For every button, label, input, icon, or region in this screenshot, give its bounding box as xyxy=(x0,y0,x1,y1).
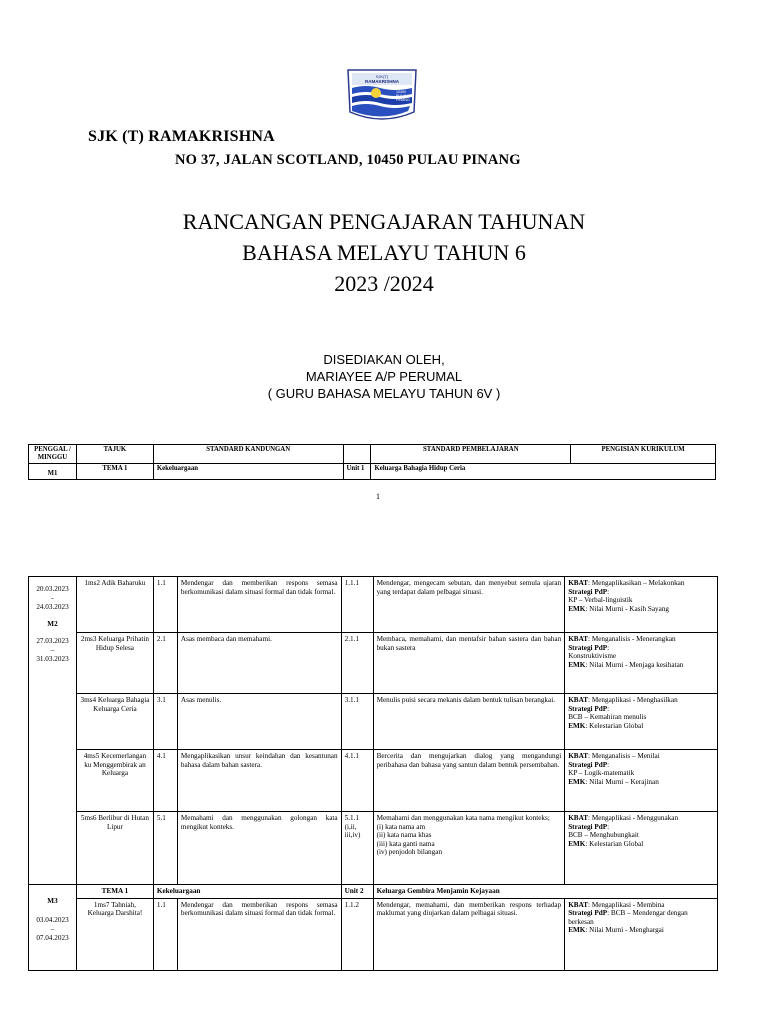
sk-cell: Asas membaca dan memahami. xyxy=(177,633,341,694)
pk-value: : Nilai Murni - Kasih Sayang xyxy=(585,604,670,613)
pk-value: : Nilai Murni - Menghargai xyxy=(585,926,664,935)
pk-value: : Mengaplikasi - Membina xyxy=(588,900,665,909)
pk-line xyxy=(568,652,714,661)
sk-cell: Mendengar dan memberikan respons semasa berkomunikasi dalam situasi formal dan tidak formal. xyxy=(177,577,341,633)
pk-line xyxy=(568,769,714,778)
pengisian-cell xyxy=(565,577,718,633)
pk-key: EMK xyxy=(568,777,586,786)
pk-key: KBAT xyxy=(568,752,589,760)
sp-text: Mendengar, mengecam sebutan, dan menyebut semula ujaran yang terdapat dalam pelbagai situasi. xyxy=(376,579,562,596)
sp-number-cell: 1.1.2 xyxy=(341,898,373,970)
sk-number-cell: 1.1 xyxy=(153,898,177,970)
pk-value: : Mengaplikasi - Menggunakan xyxy=(588,814,679,822)
table-row xyxy=(29,633,718,694)
col-header-sp: STANDARD PEMBELAJARAN xyxy=(371,445,571,464)
pk-line xyxy=(568,909,714,926)
pk-key: EMK xyxy=(568,604,586,613)
pk-value: : Menganalisis – Menilai xyxy=(588,752,660,760)
page-number: 1 xyxy=(376,492,380,501)
pk-line xyxy=(568,901,714,910)
table-row xyxy=(29,464,716,480)
sk-number-cell: 3.1 xyxy=(153,694,177,750)
date: 31.03.2023 xyxy=(36,655,69,663)
tajuk-cell: 5ms6 Berlibur di Hutan Lipur xyxy=(76,812,153,885)
pk-value: : xyxy=(607,760,610,769)
sp-text: Mendengar, memahami, dan memberikan respons terhadap maklumat yang diujarkan dalam pelbagai situasi. xyxy=(376,900,562,918)
date: 07.04.2023 xyxy=(36,934,69,942)
pk-value: : Kelestarian Global xyxy=(585,839,644,848)
tema-name-cell: Kekeluargaan xyxy=(153,464,343,480)
date: 27.03.2023 xyxy=(36,637,69,645)
sk-cell: Asas menulis. xyxy=(177,694,341,750)
doc-title-year: 2023 /2024 xyxy=(334,271,434,296)
pk-line xyxy=(568,713,714,722)
school-logo xyxy=(346,66,418,122)
pk-key: Strategi PdP xyxy=(568,909,608,918)
sp-list-item: (ii) kata nama khas xyxy=(376,831,432,840)
tajuk-cell: 2ms3 Keluarga Prihatin Hidup Selesa xyxy=(76,633,153,694)
unit-title-cell: Keluarga Bahagia Hidup Ceria xyxy=(371,464,716,480)
pk-line xyxy=(568,761,714,770)
pk-value: : Menganalisis - Menerangkan xyxy=(588,635,676,643)
sp-text: Membaca, memahami, dan mentafsir bahan sastera dan bahan bukan sastera xyxy=(376,635,562,652)
week-label: M3 xyxy=(47,897,58,905)
pk-line xyxy=(568,722,714,731)
sp-text: Bercerita dan mengujarkan dialog yang mengandungi peribahasa dan bahasa yang santun dalam bentuk persembahan. xyxy=(376,752,562,769)
date: 24.03.2023 xyxy=(36,603,69,611)
school-address: NO 37, JALAN SCOTLAND, 10450 PULAU PINANG xyxy=(175,152,521,168)
tema-name-cell: Kekeluargaan xyxy=(153,885,341,899)
table-row xyxy=(29,750,718,812)
pengisian-cell xyxy=(565,898,718,970)
week-dates-cell xyxy=(29,885,77,971)
doc-title-line2: BAHASA MELAYU TAHUN 6 xyxy=(242,240,526,265)
sp-list-item: (iii) kata ganti nama xyxy=(376,839,435,848)
pk-key: Strategi PdP xyxy=(568,643,608,652)
pk-value: BCB – Menghubungkait xyxy=(568,831,639,840)
tajuk-cell: 1ms7 Tahniah, Keluarga Darshita! xyxy=(76,898,153,970)
sk-cell: Memahami dan menggunakan golongan kata mengikut konteks. xyxy=(177,812,341,885)
tajuk-cell: 1ms2 Adik Baharuku xyxy=(76,577,153,633)
pk-value: : Mengaplikasikan – Melakonkan xyxy=(588,579,685,587)
week-dates-cell xyxy=(29,577,77,885)
school-name: SJK (T) RAMAKRISHNA xyxy=(88,128,275,145)
pk-line xyxy=(568,778,714,787)
sp-cell xyxy=(373,898,565,970)
unit-cell: Unit 2 xyxy=(341,885,373,899)
pengisian-cell xyxy=(565,694,718,750)
tajuk-cell: 3ms4 Keluarga Bahagia Keluarga Ceria xyxy=(76,694,153,750)
pk-line xyxy=(568,752,714,761)
pk-value: Konstruktivisme xyxy=(568,652,617,661)
pk-line xyxy=(568,814,714,823)
pengisian-cell xyxy=(565,633,718,694)
table-row xyxy=(29,812,718,885)
date: 20.03.2023 xyxy=(36,585,69,593)
svg-text:10450: 10450 xyxy=(396,90,406,94)
pk-value: KP – Logik-matematik xyxy=(568,769,635,778)
sp-number-cell: 1.1.1 xyxy=(341,577,373,633)
pk-value: : xyxy=(607,587,610,596)
pk-line xyxy=(568,605,714,614)
pk-value: BCB – Kemahiran menulis xyxy=(568,713,647,722)
table-row xyxy=(29,577,718,633)
doc-title-line1: RANCANGAN PENGAJARAN TAHUNAN xyxy=(182,209,586,234)
pk-value: : Nilai Murni - Menjaga kesihatan xyxy=(585,660,684,669)
pk-key: EMK xyxy=(568,839,586,848)
week-label: M2 xyxy=(47,620,58,628)
pk-key: Strategi PdP xyxy=(568,822,608,831)
sk-cell: Mengaplikasikan unsur keindahan dan kesantunan bahasa dalam bahan sastera. xyxy=(177,750,341,812)
pk-key: KBAT xyxy=(568,696,589,704)
pk-line xyxy=(568,696,714,705)
sk-cell: Mendengar dan memberikan respons semasa berkomunikasi dalam situasi formal dan tidak formal. xyxy=(177,898,341,970)
sp-cell xyxy=(373,812,565,885)
sp-number-cell: 5.1.1 (i,ii, iii,iv) xyxy=(341,812,373,885)
svg-text:PINANG: PINANG xyxy=(396,98,410,102)
sp-text: Memahami dan menggunakan kata nama mengikut konteks; xyxy=(376,814,550,822)
date-dash: - xyxy=(51,594,54,602)
date: 03.04.2023 xyxy=(36,916,69,924)
pk-line xyxy=(568,644,714,653)
tema-cell: TEMA 1 xyxy=(76,464,153,480)
pk-line xyxy=(568,831,714,840)
col-header-sk: STANDARD KANDUNGAN xyxy=(153,445,343,464)
pk-key: KBAT xyxy=(568,579,589,587)
pk-line xyxy=(568,926,714,935)
pk-value: : xyxy=(607,822,610,831)
unit-title-cell: Keluarga Gembira Menjamin Kejayaan xyxy=(373,885,717,899)
sp-list-item: (i) kata nama am xyxy=(376,822,426,831)
pk-key: EMK xyxy=(568,926,586,935)
sp-cell xyxy=(373,694,565,750)
pengisian-cell xyxy=(565,750,718,812)
header-row xyxy=(29,445,716,464)
sk-number-cell: 1.1 xyxy=(153,577,177,633)
pk-value: : BCB – Mendengar dengan berkesan xyxy=(568,909,688,926)
pk-line xyxy=(568,840,714,849)
svg-text:RAMAKRISHNA: RAMAKRISHNA xyxy=(365,79,399,84)
teacher-role: ( GURU BAHASA MELAYU TAHUN 6V ) xyxy=(267,386,501,401)
pk-line xyxy=(568,823,714,832)
pk-value: KP – Verbal-linguistik xyxy=(568,596,633,605)
sp-list-item: (iv) penjodoh bilangan xyxy=(376,848,443,857)
teacher-name: MARIAYEE A/P PERUMAL xyxy=(305,369,463,384)
pk-value: : Kelestarian Global xyxy=(585,721,644,730)
pk-key: KBAT xyxy=(568,635,589,643)
header-table xyxy=(28,444,716,480)
pk-line xyxy=(568,579,714,588)
sp-number-cell: 4.1.1 xyxy=(341,750,373,812)
sp-text: Menulis puisi secara mekanis dalam bentuk tulisan berangkai. xyxy=(376,696,556,704)
pk-value: : xyxy=(607,643,610,652)
pengisian-cell xyxy=(565,812,718,885)
sp-cell xyxy=(373,750,565,812)
sk-number-cell: 5.1 xyxy=(153,812,177,885)
col-header-blank xyxy=(343,445,371,464)
pk-key: KBAT xyxy=(568,814,589,822)
tema-cell: TEMA 1 xyxy=(76,885,153,899)
pk-key: EMK xyxy=(568,721,586,730)
unit-cell: Unit 1 xyxy=(343,464,371,480)
prepared-by-label: DISEDIAKAN OLEH, xyxy=(323,352,445,367)
pk-key: KBAT xyxy=(568,900,589,909)
tajuk-cell: 4ms5 Kecemerlangan ku Menggembirak an Keluarga xyxy=(76,750,153,812)
sp-number-cell: 2.1.1 xyxy=(341,633,373,694)
pk-line xyxy=(568,661,714,670)
date-dash: – xyxy=(50,925,55,933)
svg-text:PULAU: PULAU xyxy=(396,94,408,98)
pk-line xyxy=(568,635,714,644)
pk-line xyxy=(568,596,714,605)
rpt-table xyxy=(28,576,718,971)
pk-key: Strategi PdP xyxy=(568,760,608,769)
col-header-tajuk: TAJUK xyxy=(76,445,153,464)
week-cell: M1 xyxy=(29,464,77,480)
pk-line xyxy=(568,588,714,597)
pk-value: : xyxy=(607,704,610,713)
pk-key: EMK xyxy=(568,660,586,669)
unit-header-row xyxy=(29,885,718,899)
svg-text:SJK(T): SJK(T) xyxy=(375,74,389,79)
sk-number-cell: 4.1 xyxy=(153,750,177,812)
sp-cell xyxy=(373,633,565,694)
table-row xyxy=(29,694,718,750)
sp-number-cell: 3.1.1 xyxy=(341,694,373,750)
table-row xyxy=(29,898,718,970)
sk-number-cell: 2.1 xyxy=(153,633,177,694)
pk-key: Strategi PdP xyxy=(568,704,608,713)
pk-key: Strategi PdP xyxy=(568,587,608,596)
sp-cell xyxy=(373,577,565,633)
col-header-week: PENGGAL / MINGGU xyxy=(29,445,77,464)
pk-value: : Nilai Murni – Kerajinan xyxy=(585,777,659,786)
pk-value: : Mengaplikasi - Menghasilkan xyxy=(588,696,678,704)
pk-line xyxy=(568,705,714,714)
col-header-pk: PENGISIAN KURIKULUM xyxy=(571,445,716,464)
date-dash: – xyxy=(50,646,55,654)
